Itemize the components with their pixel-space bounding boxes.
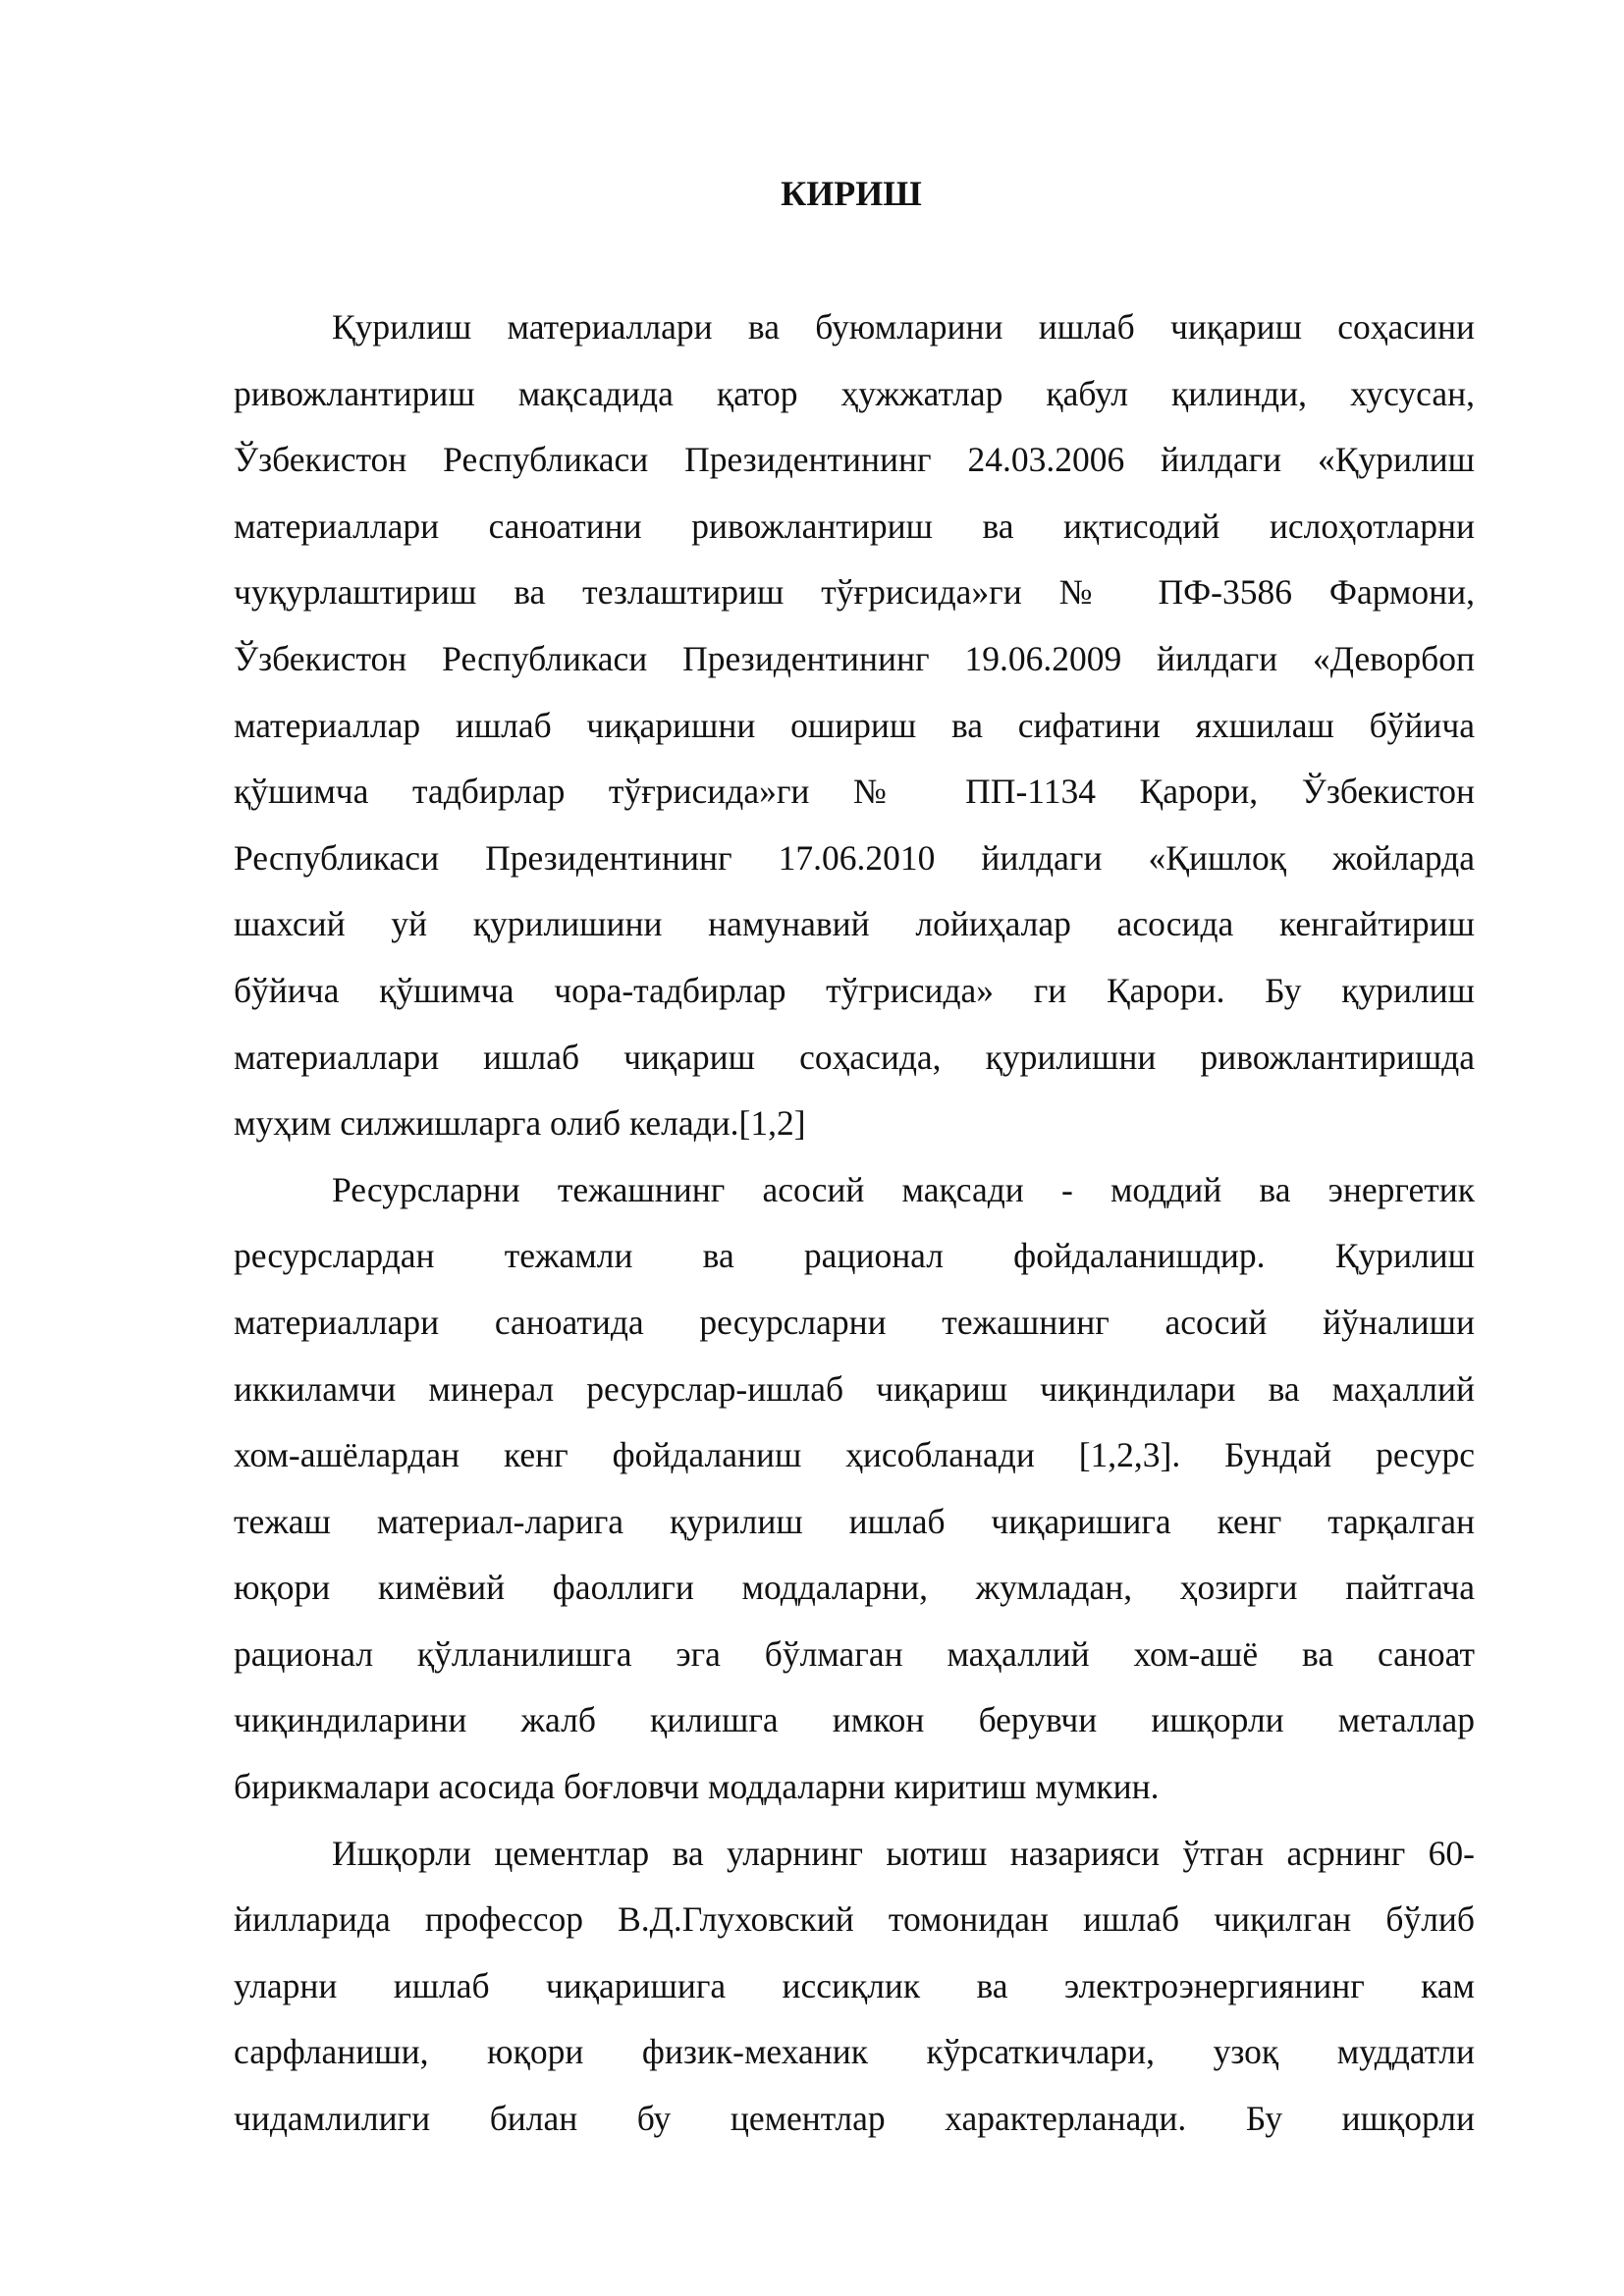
text-line: материаллар ишлаб чиқаришни ошириш ва сифатини яхшилаш бўйича [234,705,1475,745]
paragraph-2 [234,1157,1475,1821]
text-line: материаллари саноатида ресурсларни тежашнинг асосий йўналиши [234,1302,1475,1342]
text-line: юқори кимёвий фаоллиги моддаларни, жумладан, ҳозирги пайтгача [234,1568,1475,1608]
text-line: чидамлилиги билан бу цементлар характерланади. Бу ишқорли [234,2099,1475,2139]
text-line: шахсий уй қурилишини намунавий лойиҳалар асосида кенгайтириш [234,904,1475,944]
text-line: ресурслардан тежамли ва рационал фойдаланишдир. Қурилиш [234,1236,1475,1276]
paragraph-3 [234,1821,1475,2153]
text-line: Қурилиш материаллари ва буюмларини ишлаб чиқариш соҳасини [332,307,1475,347]
text-line: чуқурлаштириш ва тезлаштириш тўғрисида»ги № ПФ-3586 Фармони, [234,572,1475,613]
text-line: бирикмалари асосида боғловчи моддаларни киритиш мумкин. [234,1767,1160,1807]
text-line: Республикаси Президентининг 17.06.2010 йилдаги «Қишлоқ жойларда [234,837,1475,878]
text-line: хом-ашёлардан кенг фойдаланиш ҳисобланади [1,2,3]. Бундай ресурс [234,1435,1475,1475]
text-line: иккиламчи минерал ресурслар-ишлаб чиқариш чиқиндилари ва маҳаллий [234,1368,1475,1409]
text-line: рационал қўлланилишга эга бўлмаган маҳаллий хом-ашё ва саноат [234,1633,1475,1674]
page-title: КИРИШ [781,174,922,213]
text-line: уларни ишлаб чиқаришига иссиқлик ва электроэнергиянинг кам [234,1965,1475,2005]
text-line: ривожлантириш мақсадида қатор ҳужжатлар қабул қилинди, хусусан, [234,373,1475,413]
text-line: йилларида профессор В.Д.Глуховский томонидан ишлаб чиқилган бўлиб [234,1899,1475,1940]
text-line: муҳим силжишларга олиб келади.[1,2] [234,1103,806,1144]
text-line: материаллари саноатини ривожлантириш ва иқтисодий ислоҳотларни [234,506,1475,546]
text-line: Ресурсларни тежашнинг асосий мақсади - моддий ва энергетик [332,1169,1475,1209]
text-line: чиқиндиларини жалб қилишга имкон берувчи ишқорли металлар [234,1700,1475,1740]
body-text [234,294,1475,2153]
text-line: Ўзбекистон Республикаси Президентининг 24.03.2006 йилдаги «Қурилиш [234,440,1475,480]
text-line: Ишқорли цементлар ва уларнинг ыотиш назарияси ўтган асрнинг 60- [332,1833,1475,1873]
paragraph-1 [234,294,1475,1157]
text-line: Ўзбекистон Республикаси Президентининг 19.06.2009 йилдаги «Деворбоп [234,638,1475,678]
text-line: сарфланиши, юқори физик-механик кўрсаткичлари, узоқ муддатли [234,2032,1475,2072]
text-line: тежаш материал-ларига қурилиш ишлаб чиқаришига кенг тарқалган [234,1501,1475,1541]
text-line: бўйича қўшимча чора-тадбирлар тўгрисида» ги Қарори. Бу қурилиш [234,970,1475,1010]
text-line: қўшимча тадбирлар тўғрисида»ги № ПП-1134 Қарори, Ўзбекистон [234,772,1475,812]
text-line: материаллари ишлаб чиқариш соҳасида, қурилишни ривожлантиришда [234,1037,1475,1077]
